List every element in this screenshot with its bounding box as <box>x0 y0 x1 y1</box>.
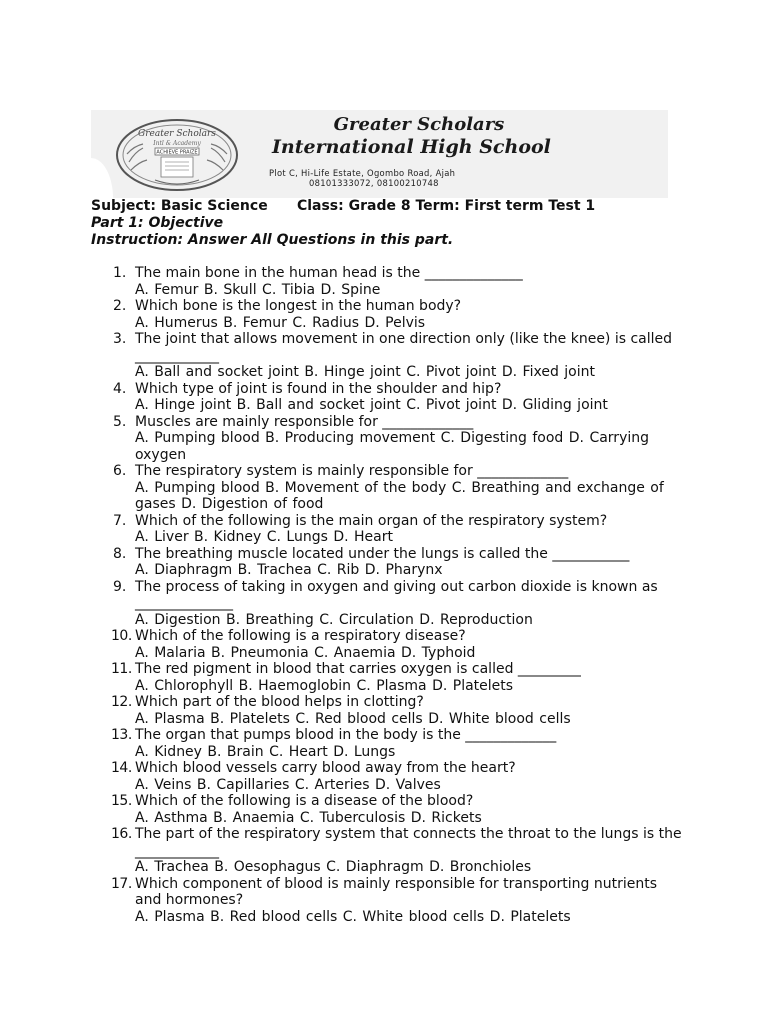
subject-class-row <box>91 198 595 215</box>
answer-option: A. Plasma <box>135 710 205 727</box>
answer-option: A. Ball and socket joint <box>135 364 299 380</box>
answer-option: C. Circulation <box>319 611 414 628</box>
answer-options <box>135 430 683 463</box>
part-title: Part 1: Objective <box>91 215 224 231</box>
answer-option: A. Veins <box>135 776 192 793</box>
answer-option: D. Typhoid <box>401 644 476 661</box>
answer-options <box>135 397 683 414</box>
answer-options <box>135 612 683 629</box>
answer-option: D. Valves <box>374 776 441 793</box>
question-number: 6. <box>113 463 127 479</box>
answer-option: B. Anaemia <box>213 809 295 826</box>
question-text: Which of the following is a disease of the blood? <box>135 793 474 809</box>
answer-option: C. Pivot joint <box>406 364 497 380</box>
exam-header <box>91 198 595 249</box>
question-number: 10. <box>111 628 132 644</box>
question-item <box>113 826 683 876</box>
answer-option: C. Arteries <box>294 776 370 793</box>
answer-options <box>135 711 683 728</box>
question-item <box>113 760 683 793</box>
school-address-block <box>269 168 455 188</box>
answer-option: A. Trachea <box>135 859 209 875</box>
question-text: The red pigment in blood that carries oxygen is called _________ <box>135 661 581 677</box>
answer-option: B. Ball and socket joint <box>236 397 401 413</box>
answer-options <box>135 859 683 876</box>
answer-option: D. Gliding joint <box>501 397 608 413</box>
question-text: The main bone in the human head is the ______________ <box>135 265 523 281</box>
answer-option: A. Femur <box>135 281 199 298</box>
question-number: 1. <box>113 265 127 281</box>
answer-option: C. Radius <box>292 314 360 331</box>
answer-option: A. Asthma <box>135 809 208 826</box>
question-text: Muscles are mainly responsible for _____________ <box>135 413 474 430</box>
svg-text:Greater Scholars: Greater Scholars <box>138 129 216 139</box>
question-text: The breathing muscle located under the lungs is called the ___________ <box>135 545 630 562</box>
svg-text:Intl & Academy: Intl & Academy <box>153 140 201 147</box>
question-number: 12. <box>111 694 132 710</box>
answer-option: B. Pneumonia <box>211 644 309 661</box>
question-item <box>113 414 683 464</box>
question-text: Which of the following is a respiratory disease? <box>135 628 466 644</box>
answer-options <box>135 777 683 794</box>
answer-options <box>135 529 683 546</box>
answer-option: D. Platelets <box>432 677 514 694</box>
question-item <box>113 793 683 826</box>
answer-option: D. Pelvis <box>364 314 426 331</box>
question-number: 3. <box>113 331 127 347</box>
question-text: Which component of blood is mainly responsible for transporting nutrients and hormones? <box>135 875 658 908</box>
answer-options <box>135 810 683 827</box>
answer-options <box>135 645 683 662</box>
question-item <box>113 579 683 629</box>
subject-label: Subject: Basic Science <box>91 198 268 214</box>
answer-option: A. Chlorophyll <box>135 677 234 694</box>
answer-option: B. Femur <box>223 314 287 331</box>
question-item <box>113 546 683 579</box>
question-item <box>113 628 683 661</box>
instruction-text: Instruction: Answer All Questions in this part. <box>91 232 454 248</box>
answer-option: C. Plasma <box>356 677 427 694</box>
answer-option: B. Oesophagus <box>214 859 321 875</box>
answer-options <box>135 744 683 761</box>
answer-option: A. Liver <box>135 529 189 545</box>
answer-options <box>135 562 683 579</box>
question-list <box>113 265 683 925</box>
answer-option: C. Heart <box>269 743 328 760</box>
answer-option: B. Trachea <box>237 562 312 578</box>
question-number: 9. <box>113 578 127 595</box>
answer-options <box>135 909 683 926</box>
question-item <box>113 694 683 727</box>
question-item <box>113 876 683 926</box>
answer-options <box>135 364 683 381</box>
question-item <box>113 331 683 381</box>
answer-option: B. Kidney <box>194 529 262 545</box>
answer-options <box>135 480 683 513</box>
question-item <box>113 381 683 414</box>
school-name-line1: Greater Scholars <box>333 114 505 135</box>
answer-option: C. Diaphragm <box>326 859 424 875</box>
question-item <box>113 265 683 298</box>
answer-option: A. Kidney <box>135 743 202 760</box>
answer-option: A. Digestion <box>135 611 221 628</box>
answer-option: C. Tibia <box>262 281 316 298</box>
school-letterhead <box>91 110 668 198</box>
answer-options <box>135 282 683 299</box>
question-text: The joint that allows movement in one direction only (like the knee) is called ____________ <box>135 331 673 364</box>
answer-option: B. Hinge joint <box>304 364 401 380</box>
answer-option: C. Rib <box>317 562 360 578</box>
question-number: 5. <box>113 413 127 430</box>
answer-option: C. Tuberculosis <box>299 809 406 826</box>
answer-option: D. Digestion of food <box>181 496 324 512</box>
answer-option: C. Breathing and exchange of gases <box>135 479 670 512</box>
question-number: 11. <box>111 661 132 677</box>
answer-option: D. Rickets <box>410 809 482 826</box>
question-text: Which type of joint is found in the shoulder and hip? <box>135 380 502 397</box>
answer-option: D. Bronchioles <box>429 859 532 875</box>
answer-option: A. Hinge joint <box>135 397 232 413</box>
svg-text:ACHIEVE PRAIZE: ACHIEVE PRAIZE <box>156 149 198 156</box>
page-curl-decoration <box>91 158 113 198</box>
answer-option: D. Spine <box>320 281 381 298</box>
question-item <box>113 661 683 694</box>
question-number: 15. <box>111 793 132 809</box>
answer-option: B. Red blood cells <box>210 908 338 925</box>
answer-option: A. Plasma <box>135 908 205 925</box>
answer-option: B. Breathing <box>225 611 314 628</box>
school-phones: 08101333072, 08100210748 <box>309 178 439 188</box>
answer-option: D. White blood cells <box>428 710 571 727</box>
answer-option: C. Digesting food <box>440 430 564 446</box>
answer-option: A. Malaria <box>135 644 206 661</box>
class-term-label: Class: Grade 8 Term: First term Test 1 <box>296 198 596 214</box>
school-name <box>274 114 564 158</box>
question-item <box>113 463 683 513</box>
school-address: Plot C, Hi-Life Estate, Ogombo Road, Ajah <box>269 168 456 178</box>
question-text: The process of taking in oxygen and giving out carbon dioxide is known as ______________ <box>135 578 658 611</box>
answer-option: D. Reproduction <box>419 611 533 628</box>
answer-option: D. Carrying oxygen <box>135 430 655 463</box>
question-text: The part of the respiratory system that connects the throat to the lungs is the ____________ <box>135 826 682 859</box>
answer-options <box>135 678 683 695</box>
answer-option: C. Red blood cells <box>295 710 423 727</box>
answer-option: B. Capillaries <box>196 776 290 793</box>
answer-option: B. Brain <box>207 743 264 760</box>
answer-option: B. Skull <box>203 281 257 298</box>
answer-option: C. Lungs <box>266 529 328 545</box>
answer-option: D. Platelets <box>489 908 571 925</box>
answer-option: B. Platelets <box>210 710 290 727</box>
answer-option: B. Producing movement <box>265 430 436 446</box>
answer-option: D. Lungs <box>333 743 396 760</box>
question-number: 16. <box>111 826 132 842</box>
question-number: 2. <box>113 298 127 314</box>
question-number: 7. <box>113 512 127 529</box>
question-text: Which of the following is the main organ of the respiratory system? <box>135 512 608 529</box>
answer-option: D. Heart <box>333 529 393 545</box>
question-text: Which part of the blood helps in clotting? <box>135 694 424 710</box>
answer-option: A. Pumping blood <box>135 479 260 496</box>
school-seal-logo <box>115 118 239 192</box>
answer-option: A. Diaphragm <box>135 562 233 578</box>
question-item <box>113 298 683 331</box>
question-text: Which blood vessels carry blood away from the heart? <box>135 760 516 776</box>
question-number: 13. <box>111 727 132 743</box>
question-number: 4. <box>113 380 127 397</box>
answer-option: A. Humerus <box>135 314 218 331</box>
answer-option: C. Pivot joint <box>406 397 497 413</box>
question-item <box>113 727 683 760</box>
answer-option: B. Movement of the body <box>265 479 447 496</box>
question-text: Which bone is the longest in the human body? <box>135 298 462 314</box>
answer-option: B. Haemoglobin <box>238 677 352 694</box>
question-text: The organ that pumps blood in the body is the _____________ <box>135 727 557 743</box>
question-number: 8. <box>113 545 127 562</box>
question-number: 17. <box>111 875 132 892</box>
answer-option: A. Pumping blood <box>135 430 260 446</box>
answer-options <box>135 315 683 332</box>
question-item <box>113 513 683 546</box>
question-number: 14. <box>111 760 132 776</box>
answer-option: C. White blood cells <box>342 908 485 925</box>
question-text: The respiratory system is mainly responsible for _____________ <box>135 463 569 479</box>
school-name-line2: International High School <box>272 136 551 158</box>
answer-option: D. Fixed joint <box>501 364 595 380</box>
answer-option: C. Anaemia <box>314 644 396 661</box>
answer-option: D. Pharynx <box>364 562 443 578</box>
